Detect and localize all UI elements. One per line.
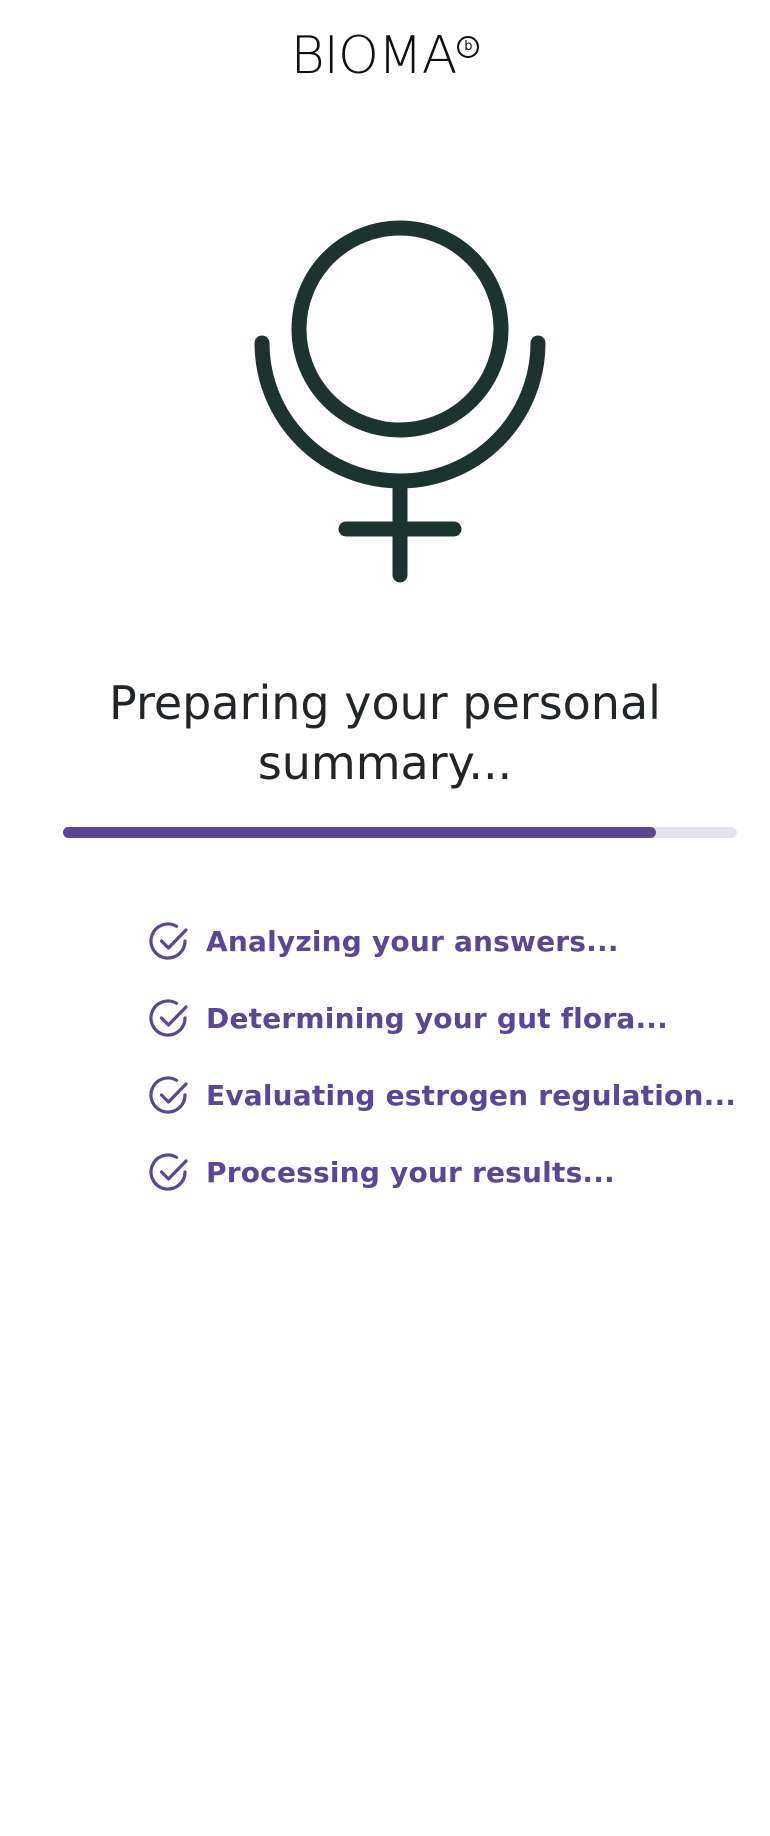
page-title: Preparing your personal summary... bbox=[109, 675, 661, 790]
check-circle-icon bbox=[149, 1152, 191, 1194]
bioma-logo bbox=[0, 26, 770, 86]
logo-mark: b bbox=[457, 36, 479, 58]
check-circle-icon bbox=[149, 921, 191, 963]
check-circle-icon bbox=[149, 998, 191, 1040]
progress-bar bbox=[63, 827, 737, 838]
list-item bbox=[149, 903, 736, 980]
analysis-steps-list bbox=[149, 903, 736, 1211]
step-label: Determining your gut flora... bbox=[206, 1002, 668, 1035]
list-item bbox=[149, 1057, 736, 1134]
step-label: Processing your results... bbox=[206, 1156, 615, 1189]
list-item bbox=[149, 980, 736, 1057]
step-label: Analyzing your answers... bbox=[206, 925, 619, 958]
check-circle-icon bbox=[149, 1075, 191, 1117]
progress-bar-fill bbox=[63, 827, 656, 838]
step-label: Evaluating estrogen regulation... bbox=[206, 1079, 737, 1112]
list-item bbox=[149, 1134, 736, 1211]
logo-wordmark: BIOMA bbox=[290, 26, 457, 86]
venus-icon bbox=[250, 215, 550, 595]
